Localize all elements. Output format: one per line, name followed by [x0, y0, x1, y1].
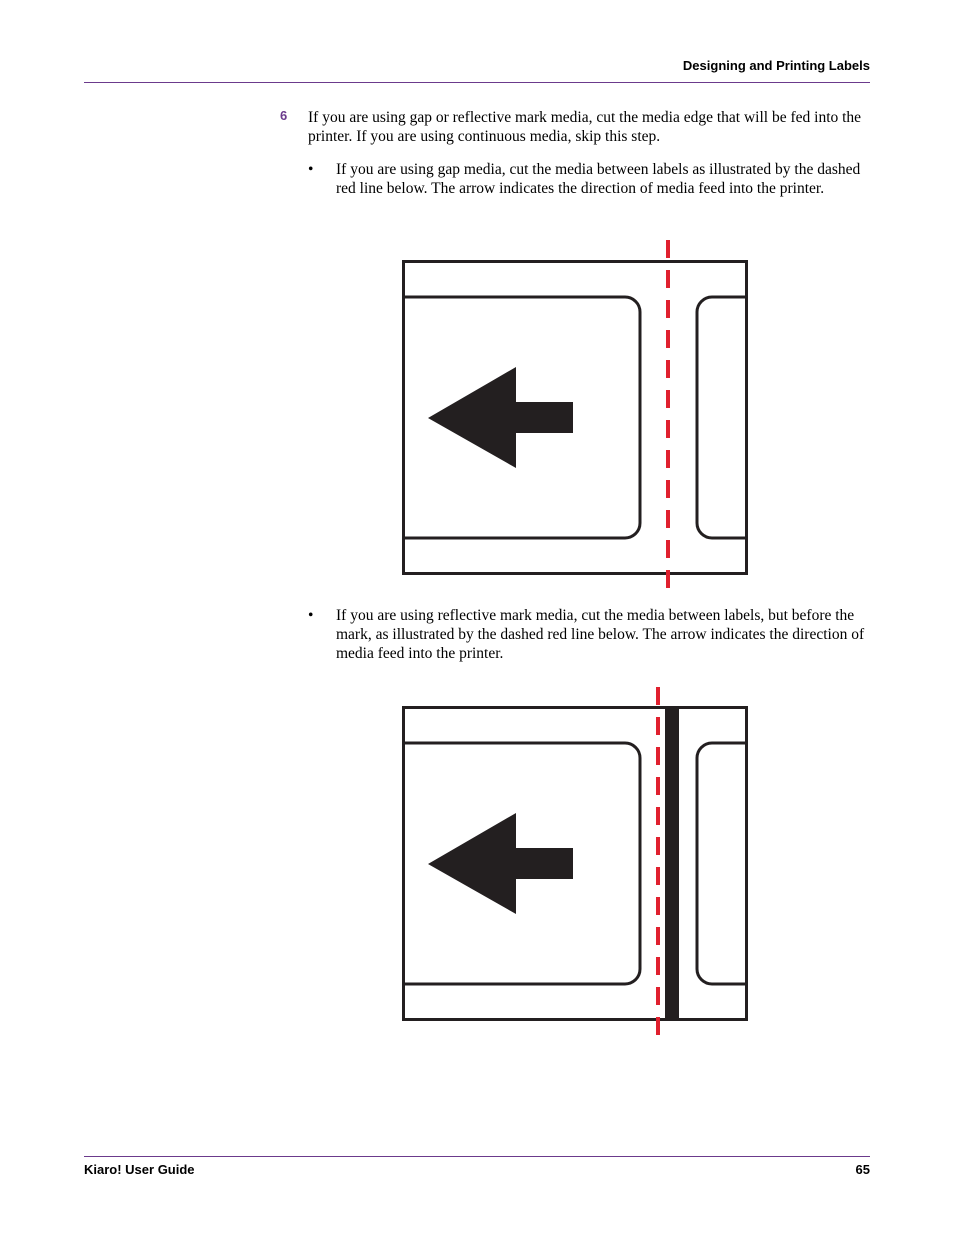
bullet-text-gap: If you are using gap media, cut the media between labels as illustrated by the dashed red line below. The arrow indicates the direction of media feed into the printer. — [336, 161, 861, 197]
header-rule — [84, 82, 870, 83]
gap-media-diagram — [400, 238, 750, 598]
reflective-mark-diagram — [400, 685, 750, 1045]
bullet-symbol: • — [308, 607, 314, 624]
bullet-text-mark: If you are using reflective mark media, cut the media between labels, but before the mark, as illustrated by the dashed red line below. The arrow indicates the direction of media feed into the printer. — [336, 607, 865, 662]
footer-rule — [84, 1156, 870, 1157]
footer-guide-title: Kiaro! User Guide — [84, 1162, 195, 1177]
running-header: Designing and Printing Labels — [682, 58, 870, 73]
bullet-symbol: • — [308, 161, 314, 178]
step-text: If you are using gap or reflective mark media, cut the media edge that will be fed into the printer. If you are using continuous media, skip this step. — [308, 109, 862, 145]
reflective-mark — [665, 707, 679, 1020]
step-number: 6 — [280, 108, 288, 123]
page-number: 65 — [855, 1162, 870, 1177]
